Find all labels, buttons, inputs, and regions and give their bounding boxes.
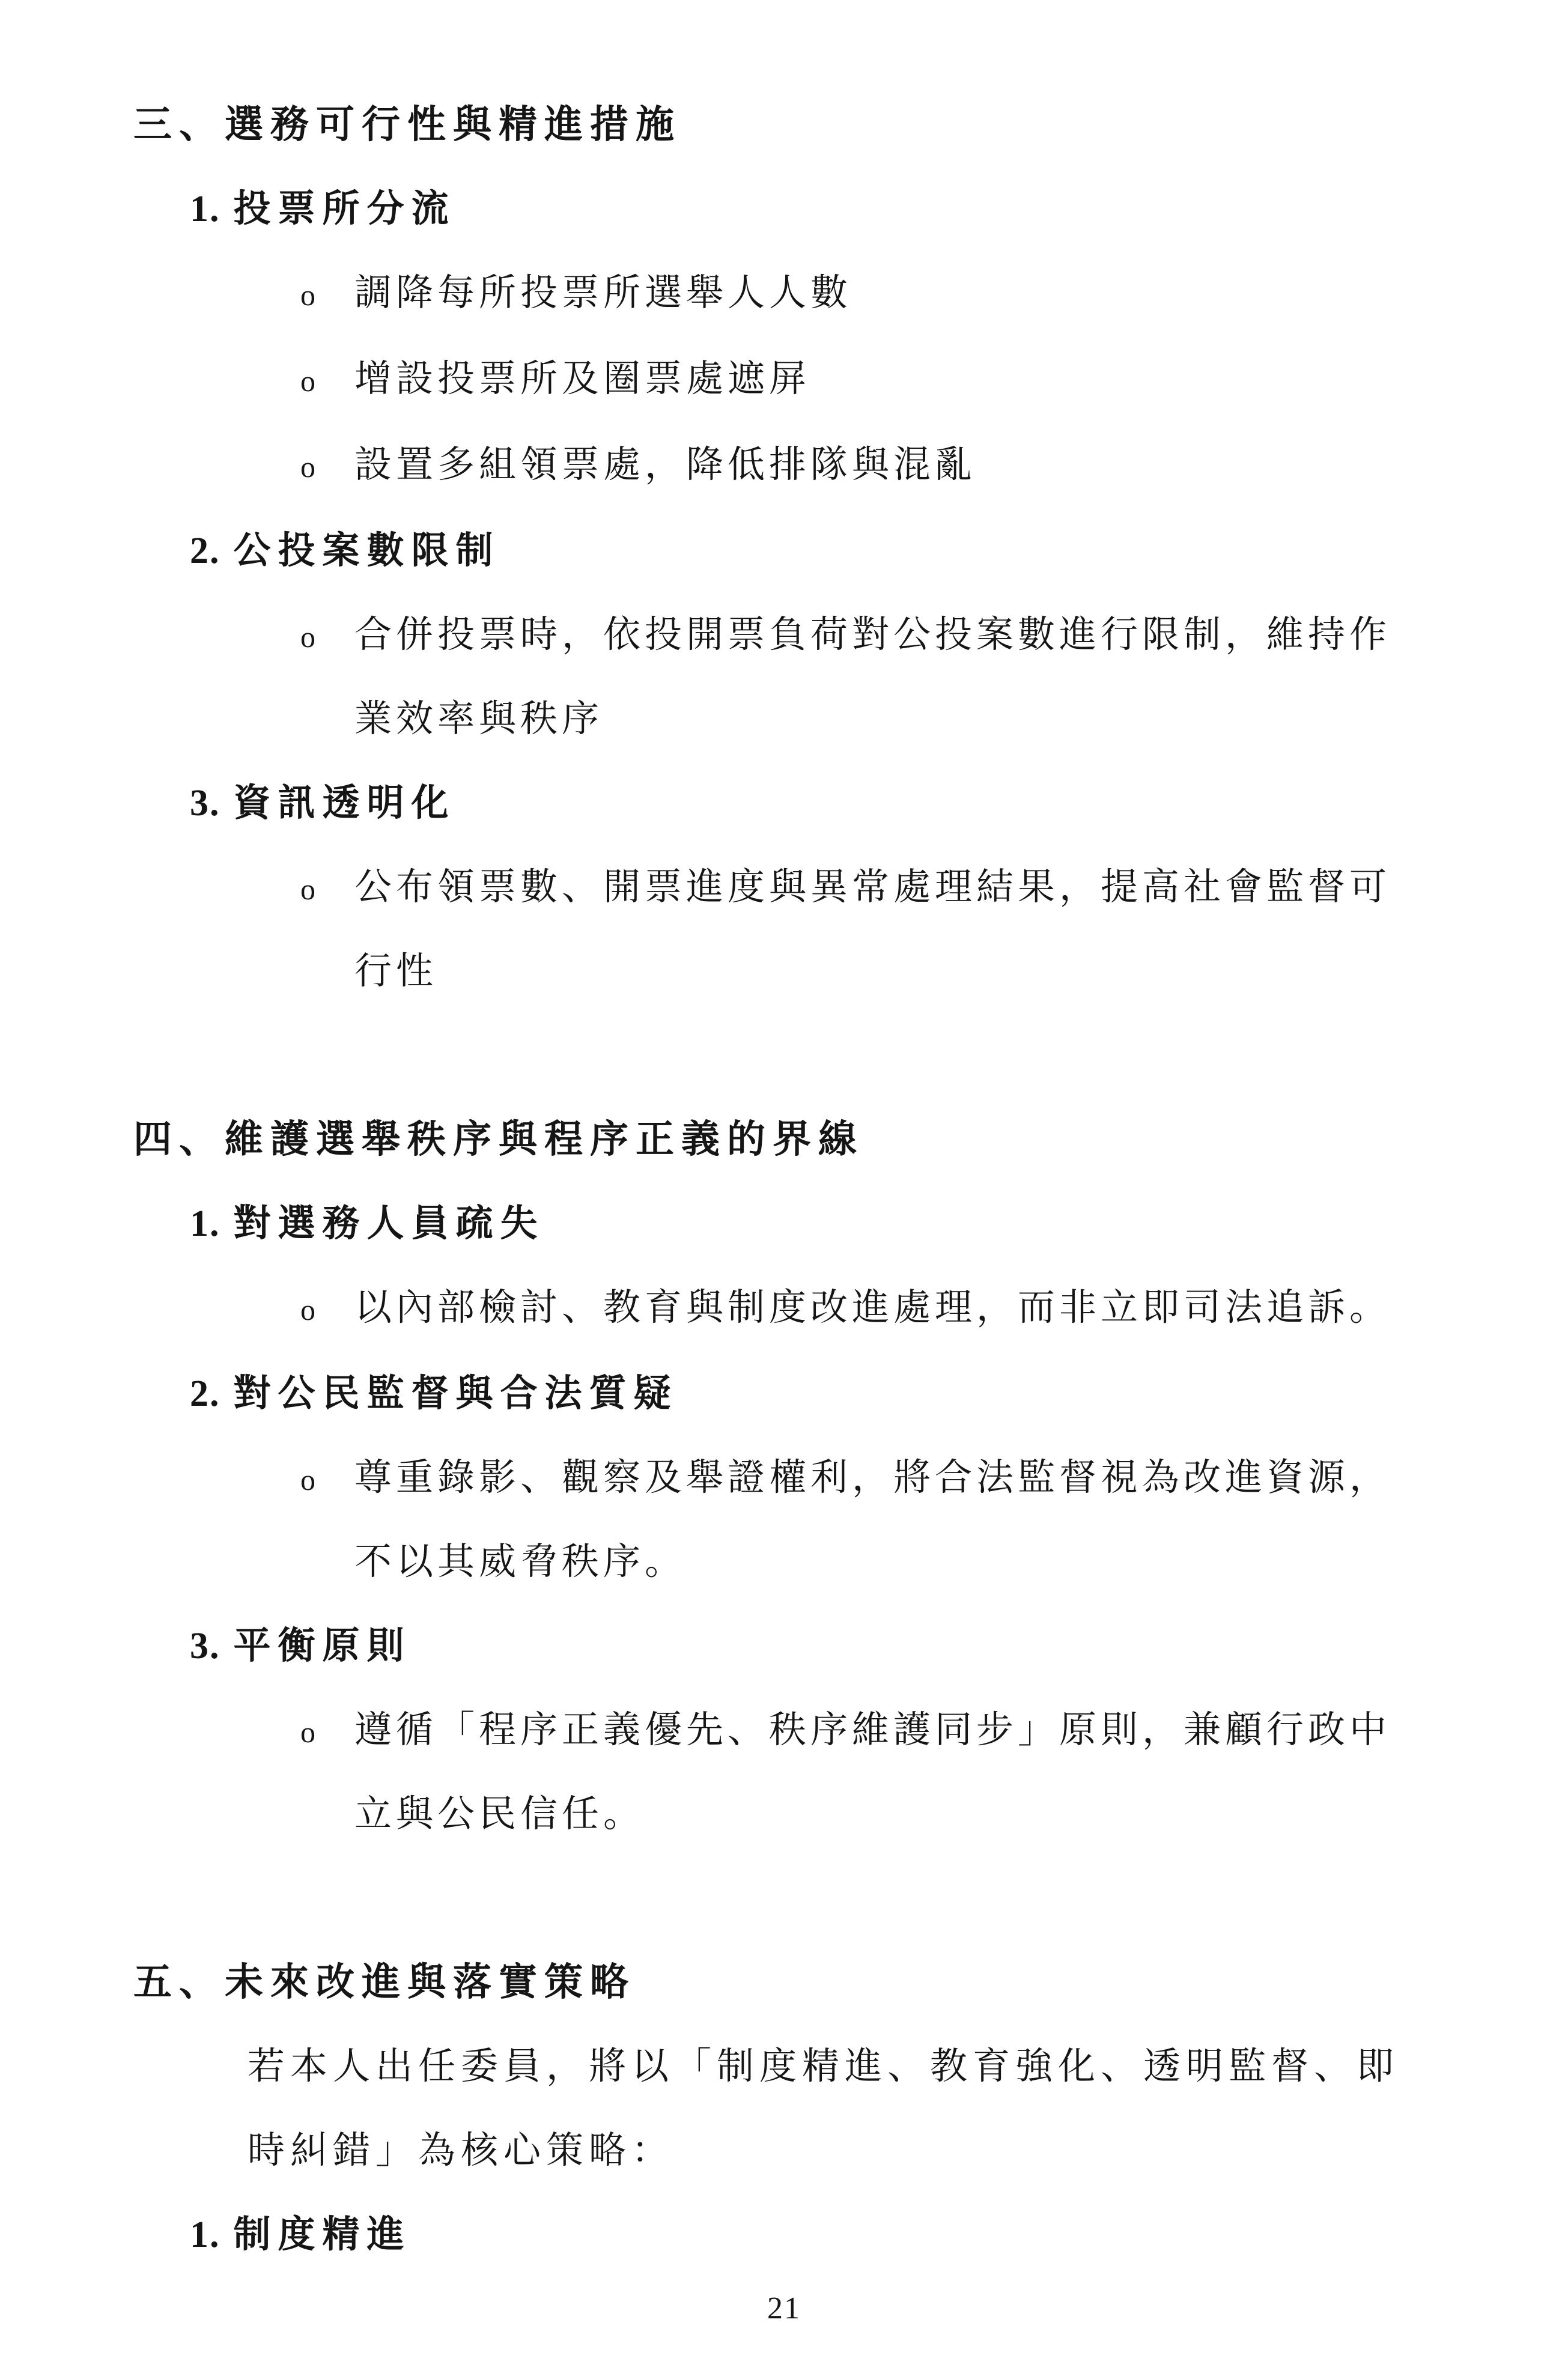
bullet-text: 合併投票時，依投開票負荷對公投案數進行限制，維持作業效率與秩序 bbox=[354, 615, 1391, 740]
outline-item bbox=[190, 509, 1508, 761]
item-number: 3. bbox=[190, 783, 220, 824]
outline-item-heading bbox=[190, 1182, 1508, 1266]
item-title: 制度精進 bbox=[233, 2214, 412, 2255]
outline-item bbox=[190, 167, 1508, 509]
item-number: 1. bbox=[190, 1203, 220, 1244]
document-section bbox=[133, 1098, 1508, 1856]
bullet-marker-icon: o bbox=[300, 1293, 315, 1326]
bullet-row bbox=[300, 251, 1508, 337]
item-title: 公投案數限制 bbox=[233, 530, 500, 571]
bullet-marker-icon: o bbox=[300, 450, 315, 484]
outline-item-heading bbox=[190, 509, 1508, 593]
page-number: 21 bbox=[767, 2291, 801, 2326]
item-title: 資訊透明化 bbox=[233, 783, 456, 824]
bullet-marker-icon: o bbox=[300, 620, 315, 654]
section-intro-paragraph: 若本人出任委員，將以「制度精進、教育強化、透明監督、即時糾錯」為核心策略： bbox=[248, 2046, 1400, 2171]
bullet-row bbox=[300, 593, 1508, 761]
outline-item-heading bbox=[190, 2193, 1508, 2277]
bullet-marker-icon: o bbox=[300, 1463, 315, 1497]
bullet-row bbox=[300, 1436, 1508, 1604]
item-number: 1. bbox=[190, 189, 220, 229]
document-section bbox=[133, 83, 1508, 1013]
outline-item bbox=[190, 761, 1508, 1013]
bullet-text: 公布領票數、開票進度與異常處理結果，提高社會監督可行性 bbox=[354, 867, 1391, 992]
bullet-text: 尊重錄影、觀察及舉證權利，將合法監督視為改進資源，不以其威脅秩序。 bbox=[354, 1457, 1391, 1582]
bullet-marker-icon: o bbox=[300, 872, 315, 906]
bullet-row bbox=[300, 1688, 1508, 1856]
item-title: 對公民監督與合法質疑 bbox=[233, 1373, 678, 1414]
item-title: 對選務人員疏失 bbox=[233, 1203, 545, 1244]
bullet-row bbox=[300, 337, 1508, 423]
outline-item-heading bbox=[190, 761, 1508, 845]
section-heading: 四、維護選舉秩序與程序正義的界線 bbox=[133, 1118, 864, 1161]
section-heading: 三、選務可行性與精進措施 bbox=[133, 103, 681, 146]
document-content bbox=[133, 83, 1508, 2277]
document-section bbox=[133, 1940, 1508, 2277]
item-number: 2. bbox=[190, 530, 220, 571]
outline-item bbox=[190, 1604, 1508, 1856]
bullet-text: 以內部檢討、教育與制度改進處理，而非立即司法追訴。 bbox=[354, 1287, 1391, 1328]
bullet-marker-icon: o bbox=[300, 364, 315, 398]
outline-item bbox=[190, 1352, 1508, 1604]
outline-item bbox=[190, 1182, 1508, 1352]
item-title: 平衡原則 bbox=[233, 1626, 412, 1667]
item-number: 2. bbox=[190, 1373, 220, 1414]
bullet-marker-icon: o bbox=[300, 278, 315, 312]
outline-item-heading bbox=[190, 1604, 1508, 1688]
outline-item bbox=[190, 2193, 1508, 2277]
bullet-text: 增設投票所及圈票處遮屏 bbox=[354, 359, 811, 400]
bullet-row bbox=[300, 423, 1508, 509]
page-footer bbox=[0, 2291, 1568, 2326]
bullet-row bbox=[300, 845, 1508, 1013]
item-title: 投票所分流 bbox=[233, 189, 456, 229]
bullet-text: 設置多組領票處，降低排隊與混亂 bbox=[354, 445, 977, 485]
outline-item-heading bbox=[190, 167, 1508, 251]
outline-item-heading bbox=[190, 1352, 1508, 1436]
section-heading: 五、未來改進與落實策略 bbox=[133, 1961, 636, 2004]
item-number: 1. bbox=[190, 2214, 220, 2255]
item-number: 3. bbox=[190, 1626, 220, 1667]
bullet-marker-icon: o bbox=[300, 1715, 315, 1749]
bullet-text: 調降每所投票所選舉人人數 bbox=[354, 273, 852, 314]
bullet-row bbox=[300, 1266, 1508, 1352]
bullet-text: 遵循「程序正義優先、秩序維護同步」原則，兼顧行政中立與公民信任。 bbox=[354, 1710, 1391, 1835]
